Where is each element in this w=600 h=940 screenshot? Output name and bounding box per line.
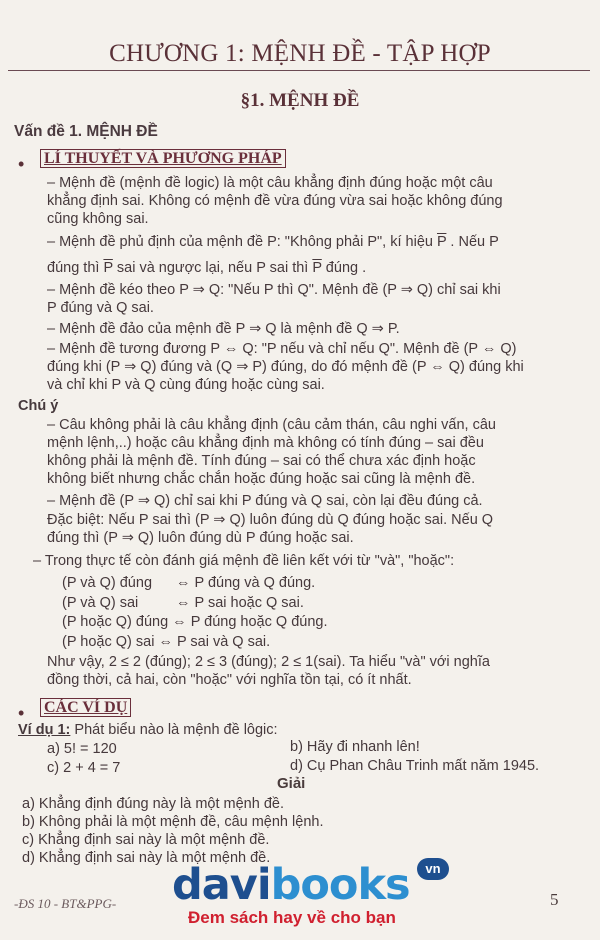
theory-line: – Mệnh đề kéo theo P ⇒ Q: "Nếu P thì Q". Mệnh đề (P ⇒ Q) chỉ sai khi	[47, 282, 501, 298]
not-p-symbol: $\overline{P}$	[103, 260, 113, 276]
theory-line: đúng khi (P ⇒ Q) đúng và (Q ⇒ P) đúng, do đó mệnh đề (P ⇔ Q) đúng khi	[47, 359, 524, 375]
theory-heading-box	[40, 150, 286, 168]
bullet-icon: •	[18, 703, 25, 723]
rule-row-b: ⇔ P sai hoặc Q sai.	[176, 595, 304, 611]
problem-heading: Vấn đề 1. MỆNH ĐỀ	[14, 123, 158, 140]
example-label: Ví dụ 1:	[18, 722, 71, 738]
examples-heading: CÁC VÍ DỤ	[40, 698, 131, 717]
note-line: Đặc biệt: Nếu P sai thì (P ⇒ Q) luôn đúng dù Q đúng hoặc sai. Nếu Q	[47, 512, 494, 528]
example-question: Ví dụ 1: Phát biểu nào là mệnh đề lôgic:	[18, 722, 278, 738]
bullet-icon: •	[18, 154, 25, 174]
note-line: – Mệnh đề (P ⇒ Q) chỉ sai khi P đúng và Q sai, còn lại đều đúng cả.	[47, 493, 483, 509]
solution-heading: Giải	[277, 775, 306, 792]
footer-book-code: -ĐS 10 - BT&PPG-	[14, 896, 117, 911]
note-line: – Trong thực tế còn đánh giá mệnh đề liên kết với từ "và", "hoặc":	[33, 553, 455, 569]
option-c: c) 2 + 4 = 7	[47, 760, 121, 776]
rule-row: (P hoặc Q) sai ⇔ P sai và Q sai.	[62, 634, 271, 650]
examples-heading-box	[40, 699, 131, 717]
rule-row-a: (P và Q) đúng	[62, 575, 153, 591]
davibooks-logo: davibooks	[172, 860, 410, 910]
note-line: không biết nhưng chắc chắn hoặc đúng hoặc sai cũng là mệnh đề.	[47, 471, 476, 487]
option-d: d) Cụ Phan Châu Trinh mất năm 1945.	[290, 758, 540, 774]
rule-row: (P hoặc Q) đúng ⇔ P đúng hoặc Q đúng.	[62, 614, 328, 630]
theory-line: – Mệnh đề tương đương P ⇔ Q: "P nếu và chỉ nếu Q". Mệnh đề (P ⇔ Q)	[47, 341, 517, 357]
note-line: Như vậy, 2 ≤ 2 (đúng); 2 ≤ 3 (đúng); 2 ≤ 1(sai). Ta hiểu "và" với nghĩa	[47, 654, 490, 670]
rule-row-a: (P và Q) sai	[62, 595, 139, 611]
solution-line: b) Không phải là một mệnh đề, câu mệnh lệnh.	[22, 814, 324, 830]
page-number: 5	[550, 890, 559, 909]
theory-line: và chỉ khi P và Q cùng đúng hoặc cùng sai.	[47, 377, 325, 393]
theory-line: P đúng và Q sai.	[47, 300, 154, 316]
theory-line: cũng không sai.	[47, 211, 149, 227]
logo-tagline: Đem sách hay về cho bạn	[188, 908, 396, 927]
rule-row-b: ⇔ P đúng và Q đúng.	[176, 575, 316, 591]
solution-line: d) Khẳng định sai này là một mệnh đề.	[22, 850, 271, 866]
note-line: không phải là mệnh đề. Tính đúng – sai có thể chưa xác định hoặc	[47, 453, 476, 469]
section-title: §1. MỆNH ĐỀ	[240, 90, 360, 111]
option-a: a) 5! = 120	[47, 741, 117, 757]
solution-line: c) Khẳng định sai này là một mệnh đề.	[22, 832, 270, 848]
note-line: – Câu không phải là câu khẳng định (câu cảm thán, câu nghi vấn, câu	[47, 417, 496, 433]
note-line: mệnh lệnh,..) hoặc câu khẳng định mà không có tính đúng – sai đều	[47, 435, 484, 451]
note-heading: Chú ý	[18, 398, 59, 414]
chapter-divider	[8, 70, 590, 71]
note-line: đúng thì (P ⇒ Q) luôn đúng dù P đúng hoặc sai.	[47, 530, 354, 546]
theory-line: khẳng định sai. Không có mệnh đề vừa đúng vừa sai hoặc không đúng	[47, 193, 503, 209]
not-p-symbol: $\overline{P}$	[436, 234, 447, 250]
not-p-symbol: $\overline{P}$	[312, 260, 322, 276]
theory-line: – Mệnh đề đảo của mệnh đề P ⇒ Q là mệnh đề Q ⇒ P.	[47, 321, 400, 337]
note-line: đồng thời, cả hai, còn "hoặc" với nghĩa tồn tại, có ít nhất.	[47, 672, 412, 688]
theory-heading: LÍ THUYẾT VÀ PHƯƠNG PHÁP	[40, 149, 286, 168]
theory-line: đúng thì $\overline{P}$ sai và ngược lại, nếu P sai thì $\overline{P}$ đúng .	[47, 260, 367, 276]
logo-vn-badge: vn	[417, 858, 449, 880]
theory-line: – Mệnh đề phủ định của mệnh đề P: "Không phải P", kí hiệu $\overline{P}$ . Nếu P	[47, 234, 499, 250]
theory-line: – Mệnh đề (mệnh đề logic) là một câu khẳng định đúng hoặc một câu	[47, 175, 493, 191]
option-b: b) Hãy đi nhanh lên!	[290, 739, 420, 755]
chapter-title: CHƯƠNG 1: MỆNH ĐỀ - TẬP HỢP	[109, 40, 491, 67]
solution-line: a) Khẳng định đúng này là một mệnh đề.	[22, 796, 284, 812]
